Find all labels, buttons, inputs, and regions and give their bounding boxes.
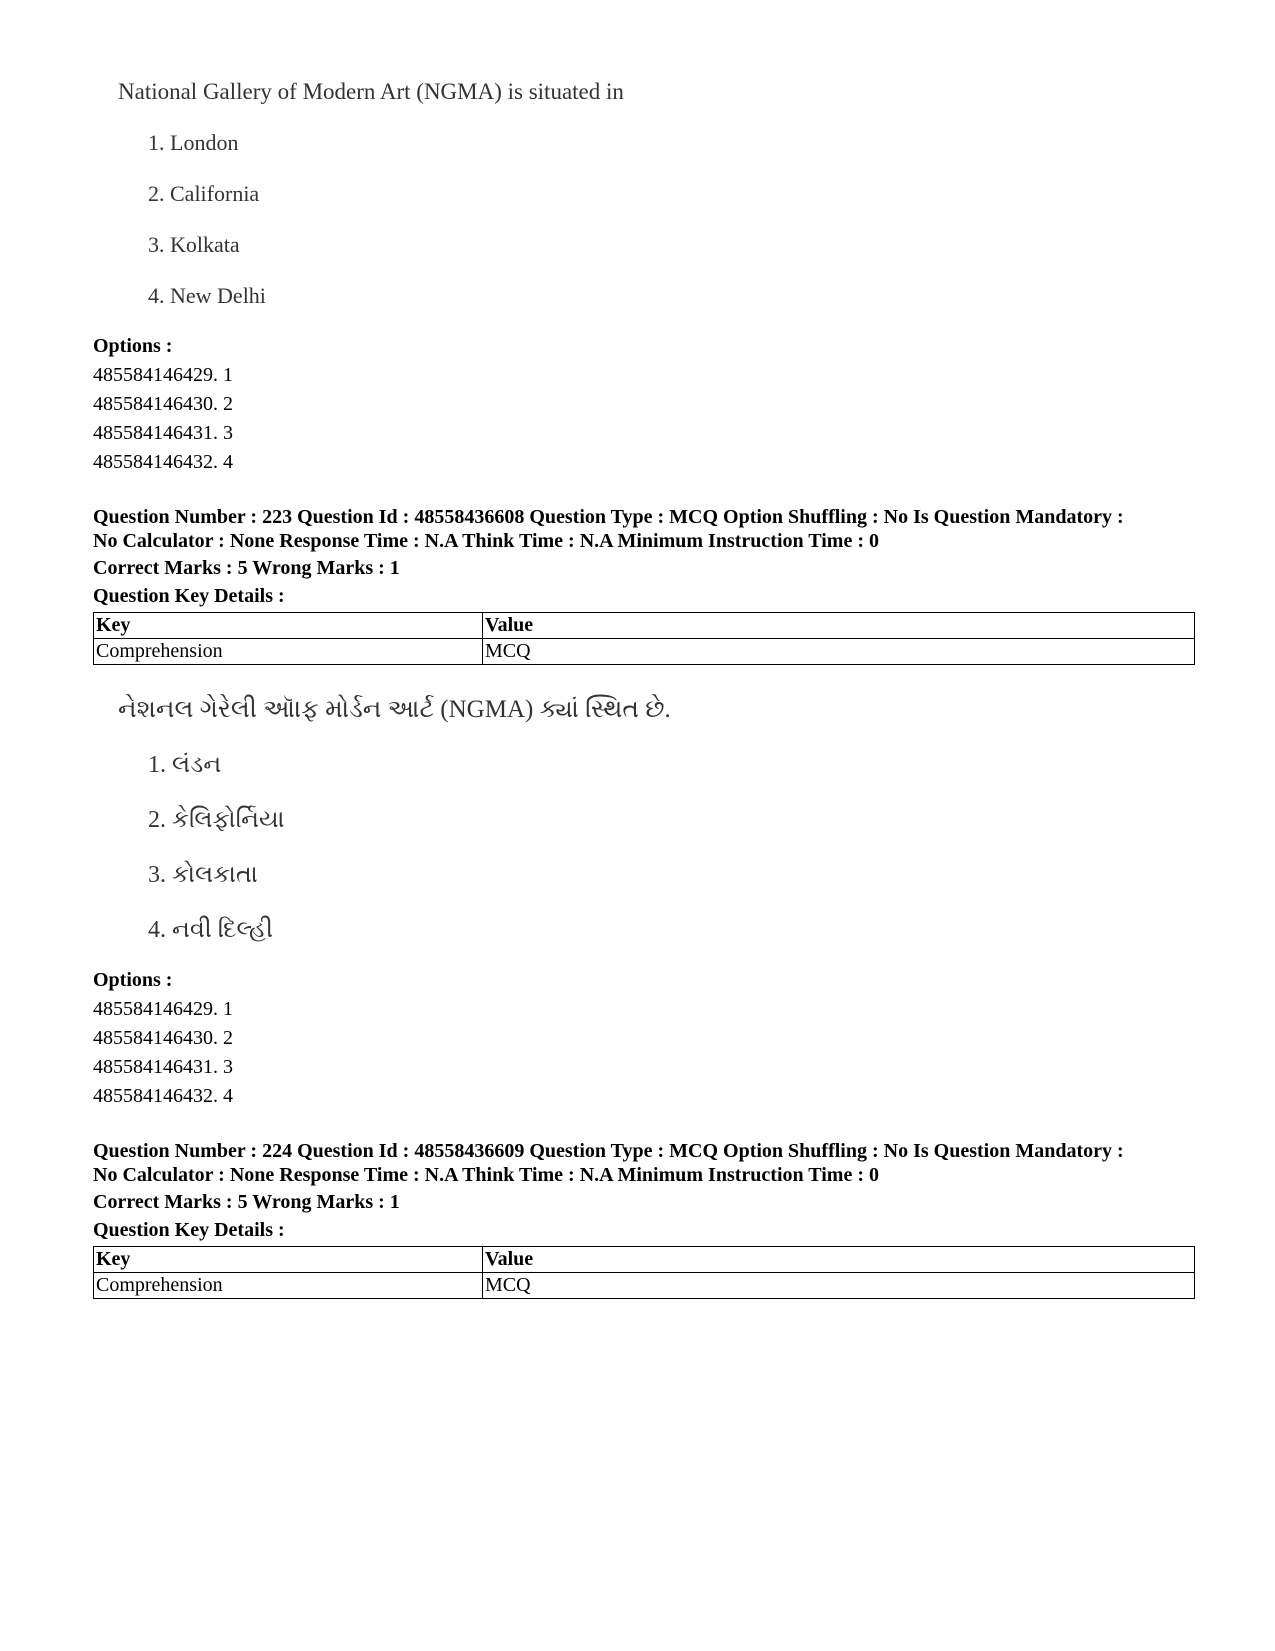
options-heading: Options : bbox=[93, 969, 173, 991]
option-item: 485584146430. 2 bbox=[93, 1027, 233, 1049]
options-list bbox=[93, 332, 233, 477]
table-row bbox=[94, 1273, 1195, 1299]
question-option: 4. New Delhi bbox=[148, 283, 266, 308]
table-header-row bbox=[94, 613, 1195, 639]
key-details-heading: Question Key Details : bbox=[93, 585, 285, 607]
option-item: 485584146431. 3 bbox=[93, 422, 233, 444]
table-row bbox=[94, 639, 1195, 665]
question-meta-line: Question Number : 223 Question Id : 48558436608 Question Type : MCQ Option Shuffling : No Is Question Mandatory : bbox=[93, 506, 1124, 528]
question-stem: નેશનલ ગેરેલી ઑાફ મોર્ડન આર્ટ (NGMA) ક્યાં સ્થિત છે. bbox=[118, 696, 671, 723]
question-option: 2. કેલિફોર્નિયા bbox=[148, 807, 285, 833]
question-option: 1. London bbox=[148, 130, 239, 155]
table-cell-value: MCQ bbox=[483, 1273, 1195, 1299]
options-list bbox=[93, 966, 233, 1111]
marks-line: Correct Marks : 5 Wrong Marks : 1 bbox=[93, 1191, 400, 1213]
question-option: 3. Kolkata bbox=[148, 232, 240, 257]
question-stem: National Gallery of Modern Art (NGMA) is situated in bbox=[118, 79, 624, 104]
key-details-heading: Question Key Details : bbox=[93, 1219, 285, 1241]
table-header-key: Key bbox=[94, 613, 483, 639]
option-item: 485584146430. 2 bbox=[93, 393, 233, 415]
question-image-english bbox=[118, 78, 624, 308]
key-details-table bbox=[93, 612, 1195, 665]
question-meta-line: No Calculator : None Response Time : N.A Think Time : N.A Minimum Instruction Time : 0 bbox=[93, 1164, 879, 1186]
table-header-row bbox=[94, 1247, 1195, 1273]
question-option: 2. California bbox=[148, 181, 260, 206]
table-header-value: Value bbox=[483, 1247, 1195, 1273]
key-details-table bbox=[93, 1246, 1195, 1299]
question-option: 1. લંડન bbox=[148, 752, 222, 778]
table-cell-key: Comprehension bbox=[94, 639, 483, 665]
question-meta-line: Question Number : 224 Question Id : 48558436609 Question Type : MCQ Option Shuffling : No Is Question Mandatory : bbox=[93, 1140, 1124, 1162]
question-meta-line: No Calculator : None Response Time : N.A Think Time : N.A Minimum Instruction Time : 0 bbox=[93, 530, 879, 552]
table-cell-value: MCQ bbox=[483, 639, 1195, 665]
question-meta bbox=[93, 505, 1203, 553]
marks-line: Correct Marks : 5 Wrong Marks : 1 bbox=[93, 557, 400, 579]
option-item: 485584146432. 4 bbox=[93, 451, 233, 473]
table-cell-key: Comprehension bbox=[94, 1273, 483, 1299]
question-meta bbox=[93, 1139, 1203, 1187]
option-item: 485584146432. 4 bbox=[93, 1085, 233, 1107]
question-option: 4. નવી દિલ્હી bbox=[148, 917, 273, 943]
option-item: 485584146429. 1 bbox=[93, 364, 233, 386]
table-header-value: Value bbox=[483, 613, 1195, 639]
question-option: 3. કોલકાતા bbox=[148, 862, 258, 888]
table-header-key: Key bbox=[94, 1247, 483, 1273]
option-item: 485584146431. 3 bbox=[93, 1056, 233, 1078]
options-heading: Options : bbox=[93, 335, 173, 357]
question-image-gujarati bbox=[118, 696, 671, 943]
option-item: 485584146429. 1 bbox=[93, 998, 233, 1020]
